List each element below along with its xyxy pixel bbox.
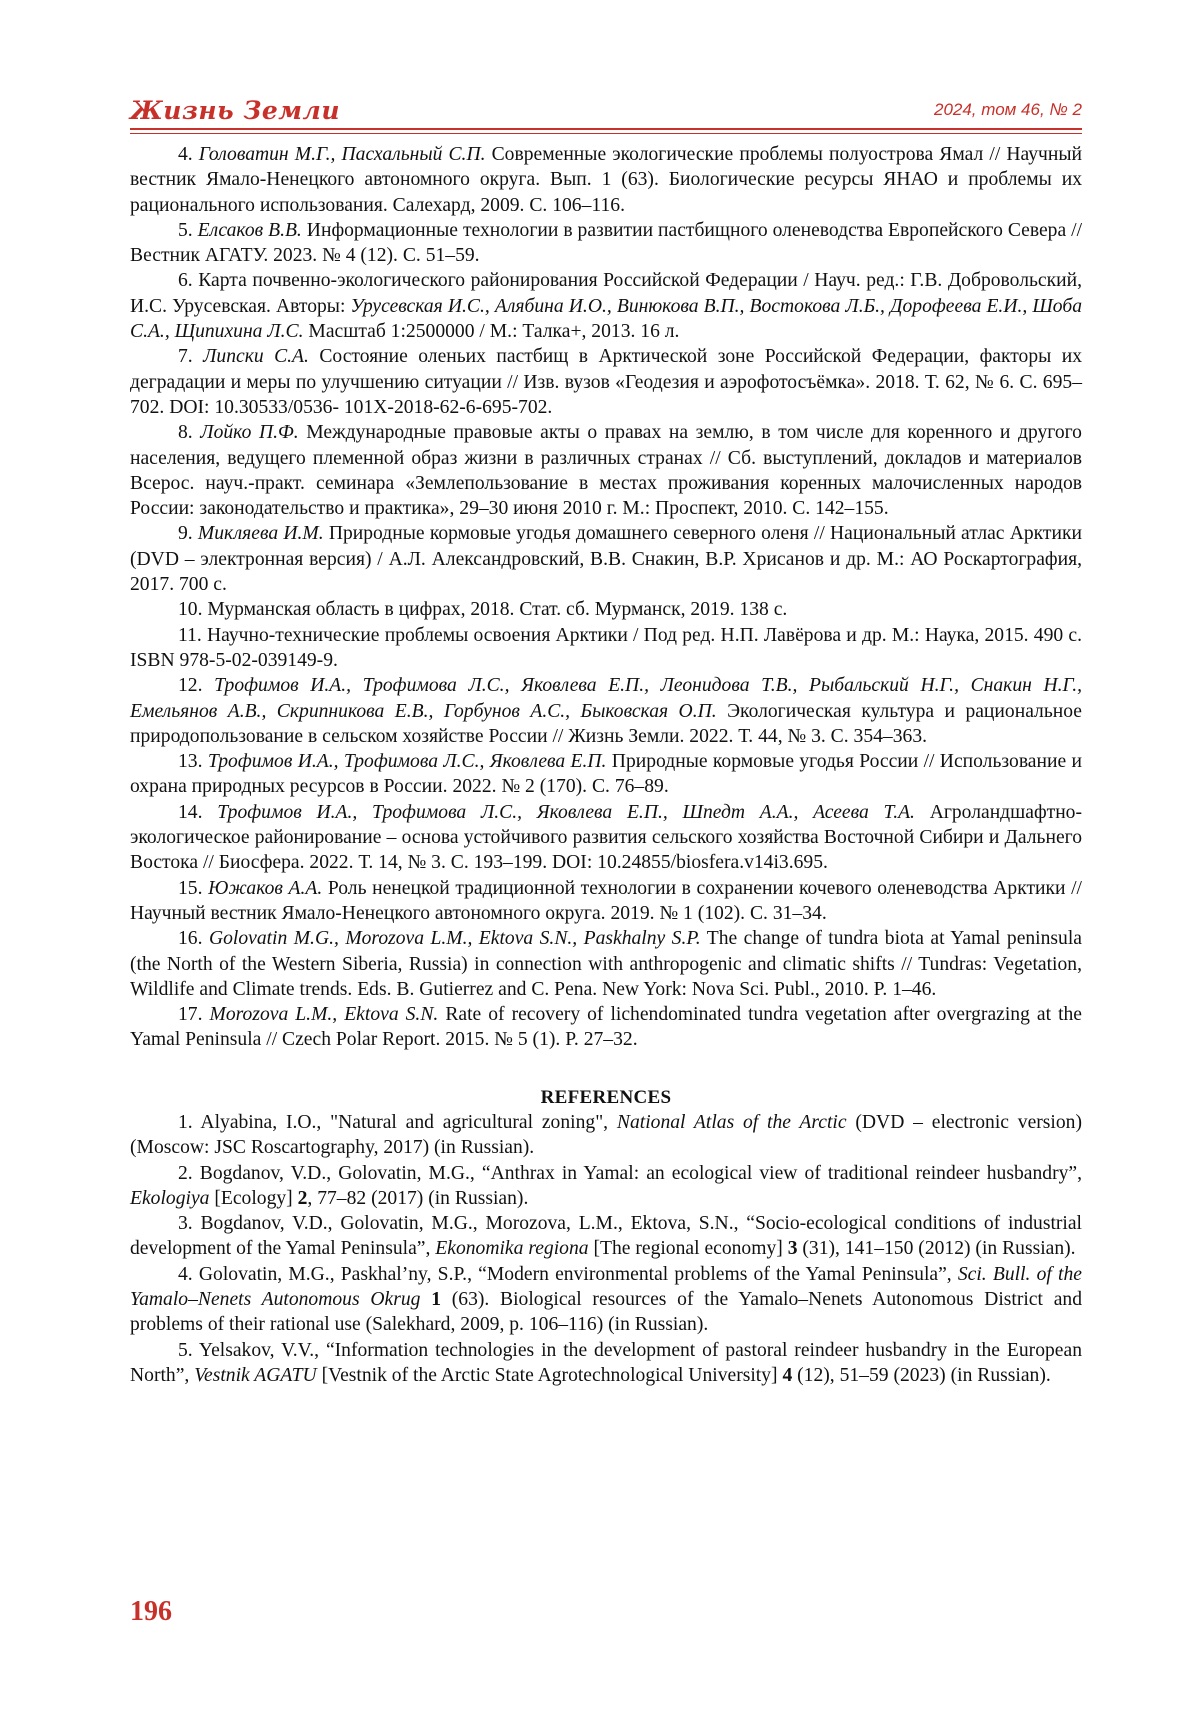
reference-volume: 2	[297, 1187, 308, 1209]
page-number: 196	[130, 1596, 172, 1627]
reference-authors: Липски С.А.	[203, 346, 309, 368]
reference-authors: Трофимов И.А., Трофимова Л.С., Яковлева Е.П., Леонидова Т.В., Рыбальский Н.Г., Снакин Н.Г., Емельянов А.В., Скрипникова Е.В., Горбунов А.С., Быковская О.П.	[130, 675, 1082, 722]
reference-volume: 4	[782, 1364, 793, 1386]
reference-number: 8.	[178, 422, 193, 444]
reference-authors: Morozova L.M., Ektova S.N.	[209, 1004, 439, 1026]
reference-authors-title: Alyabina, I.O., "Natural and agricultural zoning",	[192, 1111, 617, 1133]
reference-text: Rate of recovery of lichendominated tundra vegetation after overgrazing at the Yamal Peninsula // Czech Polar Report. 2015. № 5 (1). P. 27–32.	[130, 1004, 1083, 1051]
reference-authors-title: Golovatin, M.G., Paskhal’ny, S.P., “Modern environmental problems of the Yamal Peninsula”,	[192, 1263, 958, 1285]
reference-number: 14.	[178, 801, 203, 823]
reference-item	[130, 1211, 1082, 1262]
reference-source-translation	[420, 1289, 431, 1310]
reference-source: Sci. Bull. of the Yamalo–Nenets Autonomous Okrug	[130, 1263, 1082, 1311]
reference-source-translation: [The regional economy]	[588, 1238, 788, 1260]
reference-number: 9.	[178, 523, 193, 545]
reference-item	[130, 876, 1082, 927]
reference-item	[130, 749, 1082, 800]
reference-text: Состояние оленьих пастбищ в Арктической зоне Российской Федерации, факторы их деградации и меры по улучшению ситуации // Изв. вузов «Геодезия и аэрофотосъёмка». 2018. Т. 62, № 6. С. 695–702. DOI: 10.30533/0536- 101X-2018-62-6-695-702.	[130, 346, 1083, 418]
reference-number: 5.	[178, 1339, 193, 1361]
reference-text: Мурманская область в цифрах, 2018. Стат. сб. Мурманск, 2019. 138 с.	[207, 599, 788, 621]
reference-number: 11.	[178, 624, 202, 646]
reference-authors: Микляева И.М.	[197, 523, 324, 545]
russian-references	[130, 142, 1082, 1053]
reference-details: , 77–82 (2017) (in Russian).	[307, 1187, 529, 1209]
reference-authors: Головатин М.Г., Пасхальный С.П.	[198, 144, 486, 165]
reference-text: Научно-технические проблемы освоения Арктики / Под ред. Н.П. Лавёрова и др. М.: Наука, 2015. 490 с. ISBN 978-5-02-039149-9.	[130, 624, 1082, 671]
reference-text: Агроландшафтно-экологическое районирование – основа устойчивого развития сельского хозяйства Восточной Сибири и Дальнего Востока // Биосфера. 2022. Т. 14, № 3. С. 193–199. DOI: 10.24855/biosfera.v14i3.695.	[130, 801, 1083, 874]
reference-source: National Atlas of the Arctic	[616, 1111, 847, 1133]
reference-text: Природные кормовые угодья домашнего северного оленя // Национальный атлас Арктики (DVD – электронная версия) / А.Л. Александровский, В.В. Снакин, В.Р. Хрисанов и др. М.: АО Роскартография, 2017. 700 с.	[130, 523, 1082, 596]
reference-number: 6.	[178, 270, 193, 292]
reference-number: 5.	[178, 219, 193, 241]
reference-source-translation: [Ecology]	[209, 1187, 298, 1209]
reference-item	[130, 1110, 1082, 1161]
reference-authors: Трофимов И.А., Трофимова Л.С., Яковлева Е.П.	[207, 751, 607, 773]
reference-text: Природные кормовые угодья России // Использование и охрана природных ресурсов в России. 2022. № 2 (170). С. 76–89.	[130, 751, 1082, 798]
reference-item	[130, 1338, 1082, 1389]
reference-item	[130, 521, 1082, 597]
reference-number: 15.	[178, 877, 203, 899]
reference-number: 2.	[178, 1162, 193, 1184]
reference-item	[130, 218, 1082, 269]
reference-number: 13.	[178, 751, 203, 773]
reference-item	[130, 1002, 1082, 1053]
running-header	[130, 94, 1082, 128]
journal-logo: Жизнь Земли	[130, 96, 341, 125]
reference-text: Современные экологические проблемы полуострова Ямал // Научный вестник Ямало-Ненецкого автономного округа. Вып. 1 (63). Биологические ресурсы ЯНАО и проблемы их рационального использования. Салехард, 2009. С. 106–116.	[130, 144, 1082, 216]
reference-details: (63). Biological resources of the Yamalo–Nenets Autonomous District and problems of their rational use (Salekhard, 2009, p. 106–116) (in Russian).	[130, 1289, 1083, 1336]
reference-authors: Южаков А.А.	[208, 877, 323, 899]
reference-authors-title: Bogdanov, V.D., Golovatin, M.G., Morozova, L.M., Ektova, S.N., “Socio-ecological conditions of industrial development of the Yamal Peninsula”,	[130, 1213, 1082, 1260]
reference-source: Ekonomika regiona	[435, 1238, 589, 1260]
reference-volume: 1	[431, 1289, 441, 1311]
reference-number: 4.	[178, 1263, 193, 1285]
reference-number: 7.	[178, 346, 193, 368]
reference-authors: Урусевская И.С., Алябина И.О., Винюкова В.П., Востокова Л.Б., Дорофеева Е.И., Шоба С.А., Щипихина Л.С.	[130, 295, 1082, 343]
reference-item	[130, 420, 1082, 521]
reference-volume: 3	[787, 1238, 798, 1260]
reference-authors-title: Bogdanov, V.D., Golovatin, M.G., “Anthrax in Yamal: an ecological view of traditional reindeer husbandry”,	[192, 1162, 1082, 1184]
reference-text: The change of tundra biota at Yamal peninsula (the North of the Western Siberia, Russia) in connection with anthropogenic and climatic shifts // Tundras: Vegetation, Wildlife and Climate trends. Eds. B. Gutierrez and C. Pena. New York: Nova Sci. Publ., 2010. P. 1–46.	[130, 928, 1082, 1000]
reference-item	[130, 142, 1082, 218]
reference-prefix: Карта почвенно-экологического районирования Российской Федерации / Науч. ред.: Г.В. Добровольский, И.С. Урусевская. Авторы:	[130, 270, 1082, 317]
reference-source-translation: (DVD – electronic version) (Moscow: JSC Roscartography, 2017) (in Russian).	[130, 1111, 1082, 1159]
header-rule	[130, 128, 1082, 130]
reference-number: 17.	[178, 1004, 203, 1026]
reference-item	[130, 344, 1082, 420]
reference-authors: Елсаков В.В.	[197, 219, 302, 241]
reference-authors: Лойко П.Ф.	[200, 422, 299, 444]
issue-info: 2024, том 46, № 2	[933, 100, 1082, 119]
reference-text: Информационные технологии в развитии пастбищного оленеводства Европейского Севера // Вестник АГАТУ. 2023. № 4 (12). С. 51–59.	[130, 219, 1083, 267]
reference-text: Масштаб 1:2500000 / М.: Талка+, 2013. 16 л.	[303, 321, 680, 343]
reference-item	[130, 623, 1082, 674]
reference-details: (31), 141–150 (2012) (in Russian).	[797, 1238, 1076, 1260]
reference-source: Vestnik AGATU	[194, 1364, 317, 1386]
reference-item	[130, 1262, 1082, 1338]
reference-item	[130, 800, 1082, 876]
reference-authors: Golovatin M.G., Morozova L.M., Ektova S.N., Paskhalny S.P.	[208, 928, 701, 950]
reference-item	[130, 926, 1082, 1002]
reference-list	[130, 142, 1082, 1388]
reference-details: (12), 51–59 (2023) (in Russian).	[792, 1364, 1051, 1386]
reference-item	[130, 268, 1082, 344]
reference-source-translation: [Vestnik of the Arctic State Agrotechnological University]	[316, 1364, 783, 1386]
reference-number: 16.	[178, 928, 203, 950]
reference-text: Экологическая культура и рациональное природопользование в сельском хозяйстве России // Жизнь Земли. 2022. Т. 44, № 3. С. 354–363.	[130, 700, 1082, 747]
reference-text: Международные правовые акты о правах на землю, в том числе для коренного и другого населения, ведущего племенной образ жизни в различных странах // Сб. выступлений, докладов и материалов Всерос. науч.-практ. семинара «Землепользование в местах проживания коренных малочисленных народов России: законодательство и практика», 29–30 июня 2010 г. М.: Проспект, 2010. С. 142–155.	[130, 422, 1082, 520]
reference-number: 1.	[178, 1111, 193, 1133]
english-references	[130, 1110, 1082, 1388]
reference-number: 12.	[178, 675, 203, 697]
reference-number: 4.	[178, 144, 193, 165]
reference-authors: Трофимов И.А., Трофимова Л.С., Яковлева Е.П., Шпедт А.А., Асеева Т.А.	[217, 801, 915, 823]
reference-item	[130, 673, 1082, 749]
header-rule-thin	[130, 133, 1082, 134]
reference-item	[130, 597, 1082, 622]
references-heading: REFERENCES	[540, 1086, 672, 1108]
reference-number: 3.	[178, 1213, 193, 1235]
reference-authors-title: Yelsakov, V.V., “Information technologies in the development of pastoral reindeer husbandry in the European North”,	[130, 1339, 1082, 1386]
reference-number: 10.	[178, 599, 203, 621]
reference-item	[130, 1161, 1082, 1212]
reference-text: Роль ненецкой традиционной технологии в сохранении кочевого оленеводства Арктики // Научный вестник Ямало-Ненецкого автономного округа. 2019. № 1 (102). С. 31–34.	[130, 877, 1083, 924]
reference-source: Ekologiya	[130, 1187, 210, 1209]
